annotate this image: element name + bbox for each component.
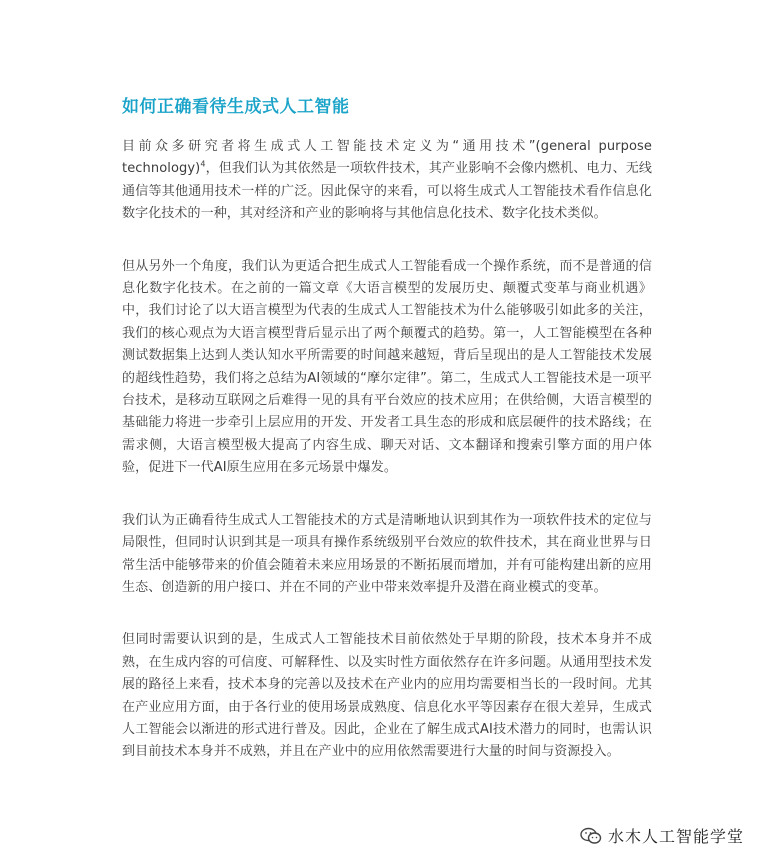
article-body: [122, 136, 652, 794]
watermark: [580, 824, 744, 847]
paragraph-4: 但同时需要认识到的是，生成式人工智能技术目前依然处于早期的阶段，技术本身并不成熟，在生成内容的可信度、可解释性、以及实时性方面依然存在许多问题。从通用型技术发展的路径上来看，技术本身的完善以及技术在产业内的应用均需要相当长的一段时间。尤其在产业应用方面，由于各行业的使用场景成熟度、信息化水平等因素存在很大差异，生成式人工智能会以渐进的形式进行普及。因此，企业在了解生成式AI技术潜力的同时，也需认识到目前技术本身并不成熟，并且在产业中的应用依然需要进行大量的时间与资源投入。: [122, 632, 652, 760]
paragraph-1-text-cont: ，但我们认为其依然是一项软件技术，其产业影响不会像内燃机、电力、无线通信等其他通用技术一样的广泛。因此保守的来看，可以将生成式人工智能技术看作信息化数字化技术的一种，其对经济和产业的影响将与其他信息化技术、数字化技术类似。: [122, 161, 652, 222]
paragraph-3: 我们认为正确看待生成式人工智能技术的方式是清晰地认识到其作为一项软件技术的定位与局限性，但同时认识到其是一项具有操作系统级别平台效应的软件技术，其在商业世界与日常生活中能够带来的价值会随着未来应用场景的不断拓展而增加，并有可能构建出新的应用生态、创造新的用户接口、并在不同的产业中带来效率提升及潜在商业模式的变革。: [122, 512, 652, 595]
watermark-text: 水木人工智能学堂: [607, 827, 744, 846]
footnote-marker[interactable]: 4: [200, 160, 206, 170]
wechat-icon: [580, 827, 602, 845]
paragraph-1-text: 目前众多研究者将生成式人工智能技术定义为“通用技术”(general purpose technology): [122, 139, 652, 177]
paragraph-1: [122, 136, 652, 226]
paragraph-2: 但从另外一个角度，我们认为更适合把生成式人工智能看成一个操作系统，而不是普通的信息化数字化技术。在之前的一篇文章《大语言模型的发展历史、颠覆式变革与商业机遇》中，我们讨论了以大语言模型为代表的生成式人工智能技术为什么能够吸引如此多的关注，我们的核心观点为大语言模型背后显示出了两个颠覆式的趋势。第一，人工智能模型在各种测试数据集上达到人类认知水平所需要的时间越来越短，背后呈现出的是人工智能技术发展的超线性趋势，我们将之总结为AI领域的“摩尔定律”。第二，生成式人工智能技术是一项平台技术，是移动互联网之后难得一见的具有平台效应的技术应用；在供给侧，大语言模型的基础能力将进一步牵引上层应用的开发、开发者工具生态的形成和底层硬件的技术路线；在需求侧，大语言模型极大提高了内容生成、聊天对话、文本翻译和搜索引擎方面的用户体验，促进下一代AI原生应用在多元场景中爆发。: [122, 258, 652, 476]
section-heading: 如何正确看待生成式人工智能: [122, 97, 350, 117]
